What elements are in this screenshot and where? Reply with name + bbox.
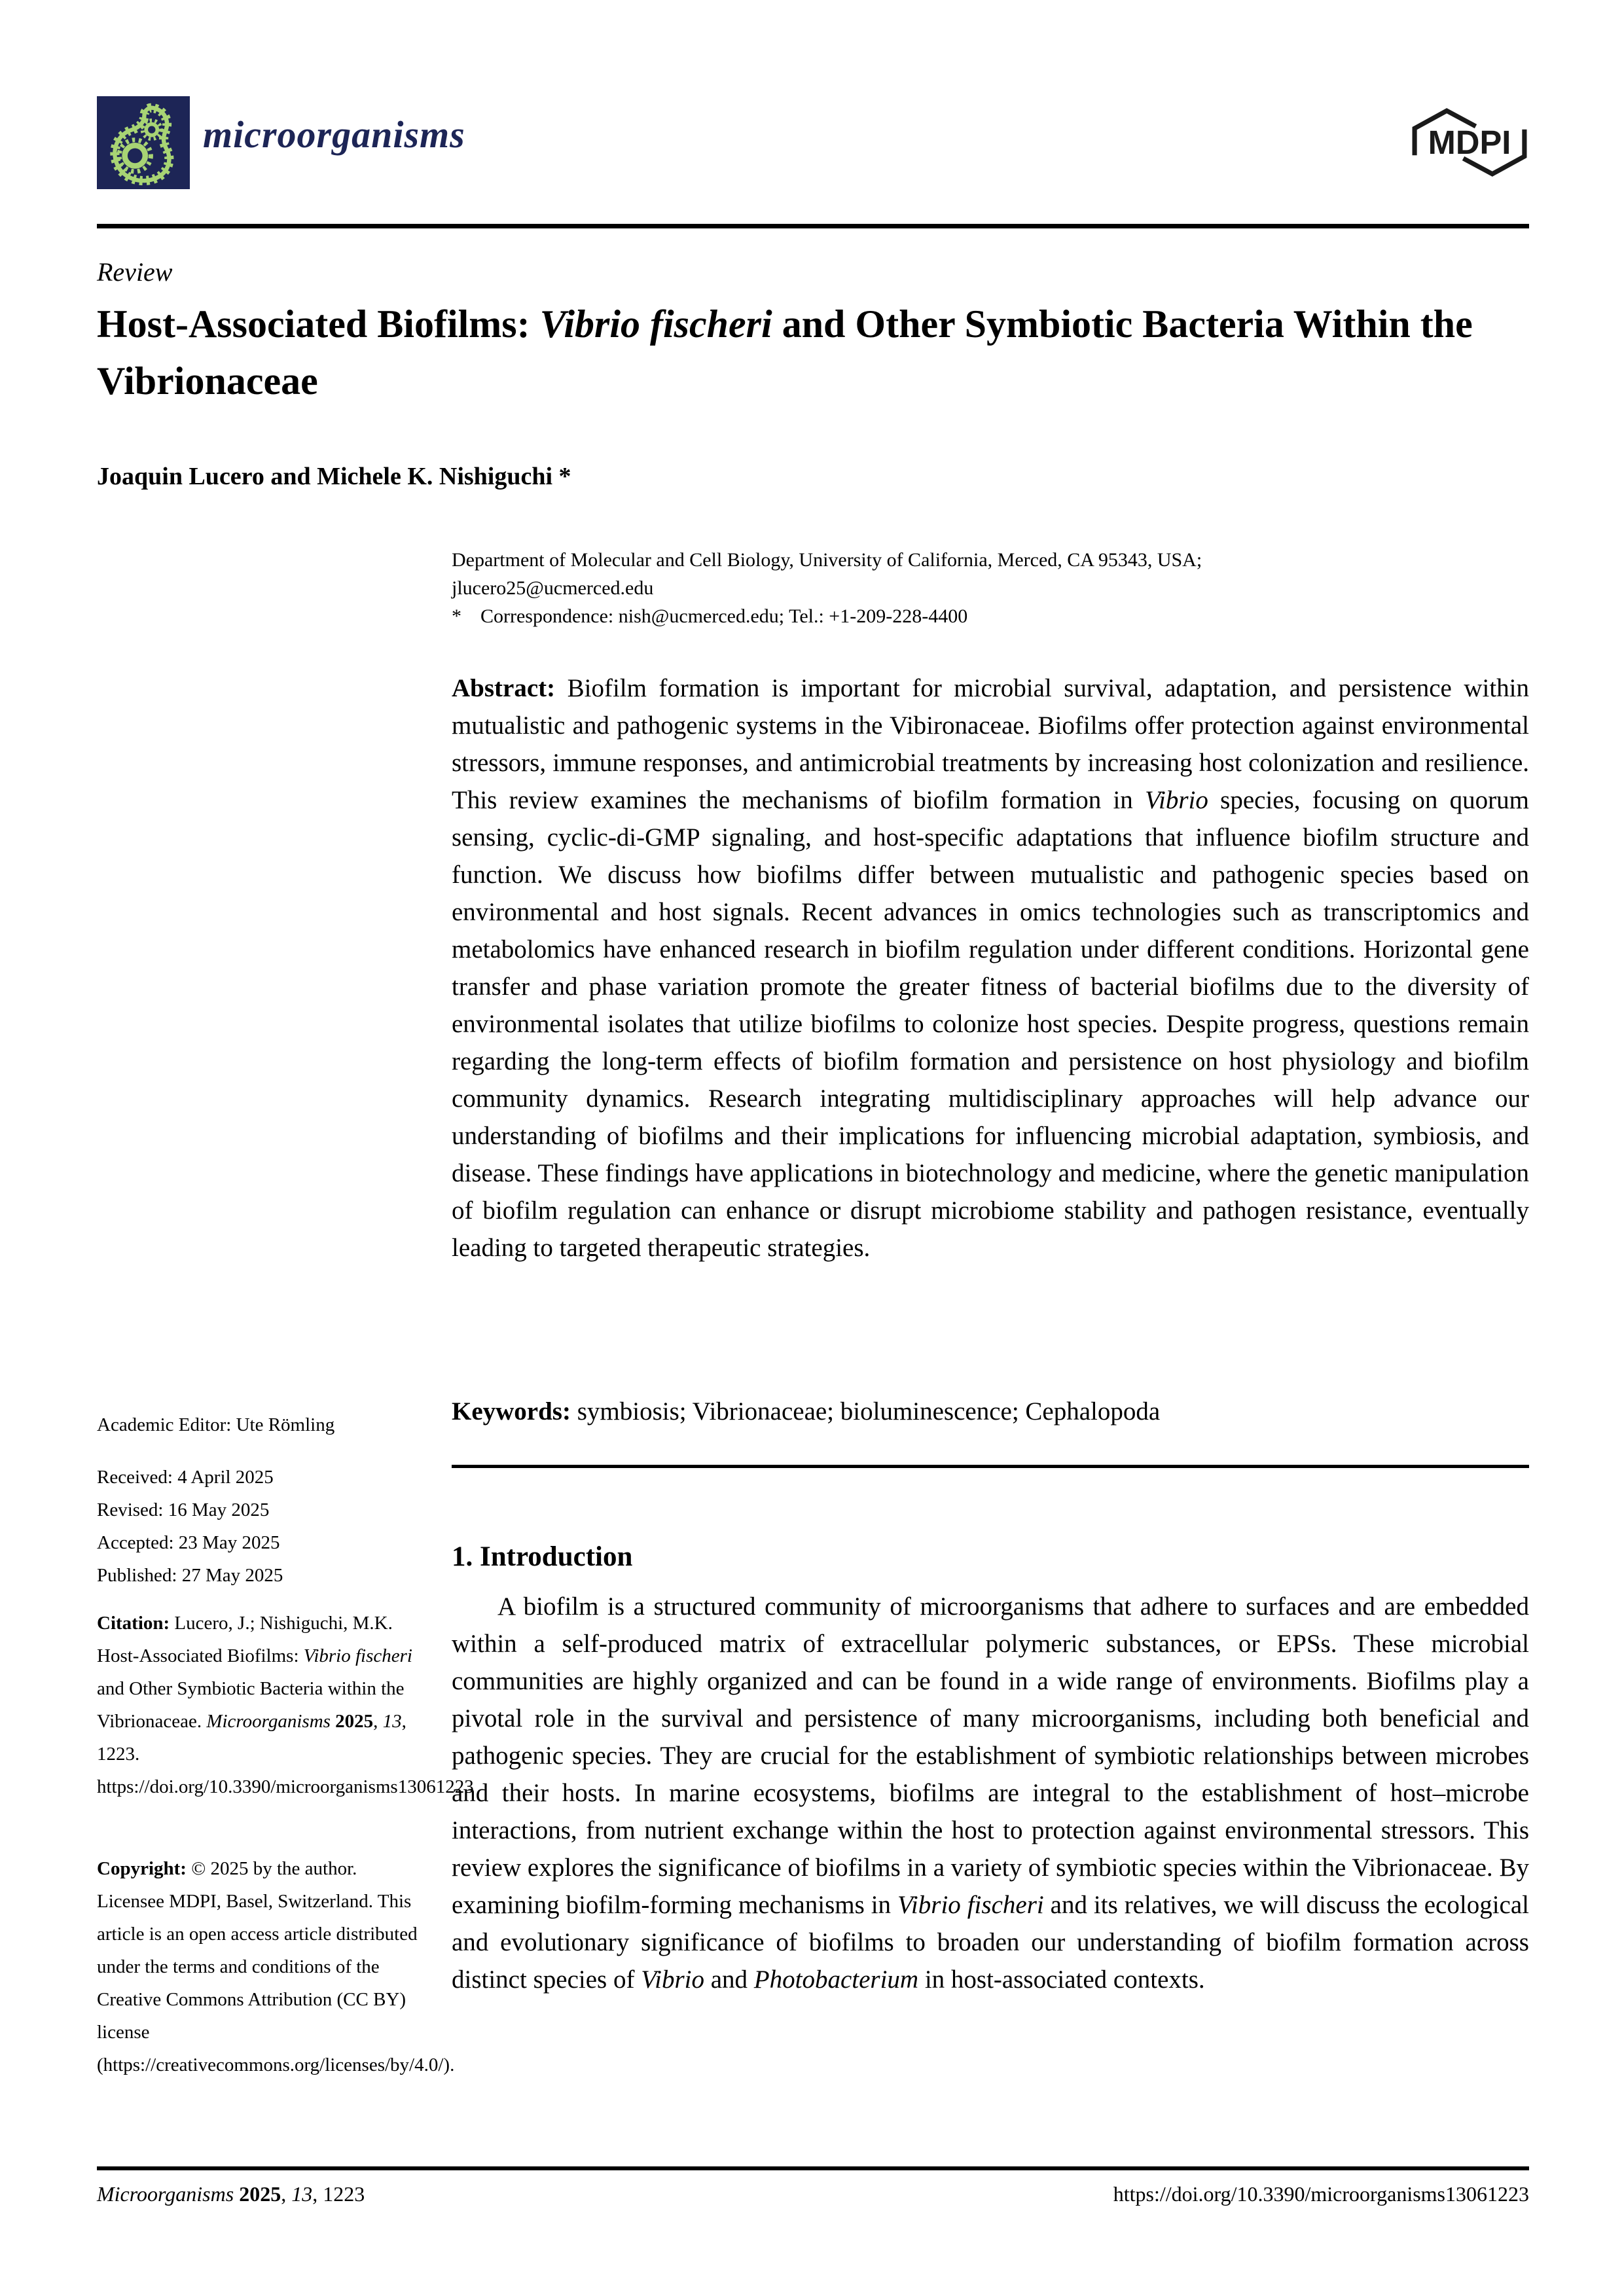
citation-block: Citation: Lucero, J.; Nishiguchi, M.K. Host-Associated Biofilms: Vibrio fischeri and Other Symbiotic Bacteria within the Vibrionaceae. Microorganisms 2025, 13, 1223. https://doi.org/10.3390/microorganisms13061223: [97, 1613, 474, 1797]
abstract-paragraph: Abstract: Biofilm formation is important for microbial survival, adaptation, and persistence within mutualistic and pathogenic systems in the Vibironaceae. Biofilms offer protection against environmental stressors, immune responses, and antimicrobial treatments by increasing host colonization and resilience. This review examines the mechanisms of biofilm formation in Vibrio species, focusing on quorum sensing, cyclic-di-GMP signaling, and host-specific adaptations that influence biofilm structure and function. We discuss how biofilms differ between mutualistic and pathogenic species based on environmental and host signals. Recent advances in omics technologies such as transcriptomics and metabolomics have enhanced research in biofilm regulation under different conditions. Horizontal gene transfer and phase variation promote the greater fitness of bacterial biofilms due to the diversity of environmental isolates that utilize biofilms to colonize host species. Despite progress, questions remain regarding the long-term effects of biofilm formation and persistence on host physiology and biofilm community dynamics. Research integrating multidisciplinary approaches will help advance our understanding of biofilms and their implications for influencing microbial adaptation, symbiosis, and disease. These findings have applications in biotechnology and medicine, where the genetic manipulation of biofilm regulation can enhance or disrupt microbiome stability and pathogen resistance, eventually leading to targeted therapeutic strategies.: [452, 674, 1529, 1262]
footer-journal-reference: Microorganisms 2025, 13, 1223: [97, 2182, 365, 2206]
mdpi-logo-icon: [1407, 103, 1532, 181]
section-heading-introduction: 1. Introduction: [452, 1541, 633, 1572]
keywords-divider: [452, 1465, 1529, 1468]
history-dates-block: [97, 1461, 424, 1592]
article-type-label: Review: [97, 257, 173, 287]
copyright-block: Copyright: © 2025 by the author. Licensee MDPI, Basel, Switzerland. This article is an open access article distributed under the terms and conditions of the Creative Commons Attribution (CC BY) license (https://creativecommons.org/licenses/by/4.0/).: [97, 1858, 455, 2075]
received-date: Received: 4 April 2025: [97, 1467, 274, 1488]
footer-doi-link[interactable]: https://doi.org/10.3390/microorganisms13061223: [1113, 2182, 1529, 2206]
page-title: Host-Associated Biofilms: Vibrio fischeri and Other Symbiotic Bacteria Within the Vibrionaceae: [97, 302, 1473, 403]
published-date: Published: 27 May 2025: [97, 1565, 283, 1586]
mdpi-logo-text: MDPI: [1428, 123, 1511, 161]
journal-logo-icon: [97, 96, 190, 189]
affiliation-email-link[interactable]: jlucero25@ucmerced.edu: [452, 577, 654, 599]
journal-name: microorganisms: [203, 113, 465, 156]
introduction-paragraph: A biofilm is a structured community of microorganisms that adhere to surfaces and are embedded within a self-produced matrix of extracellular polymeric substances, or EPSs. These microbial communities are highly organized and can be found in a wide range of environments. Biofilms play a pivotal role in the survival and persistence of many microorganisms, including both beneficial and pathogenic species. They are crucial for the establishment of symbiotic relationships between microbes and their hosts. In marine ecosystems, biofilms are integral to the establishment of host–microbe interactions, from nutrient exchange within the host to protection against environmental stressors. This review explores the significance of biofilms in a variety of symbiotic species within the Vibrionaceae. By examining biofilm-forming mechanisms in Vibrio fischeri and its relatives, we will discuss the ecological and evolutionary significance of biofilms to broaden our understanding of biofilm formation across distinct species of Vibrio and Photobacterium in host-associated contexts.: [452, 1592, 1529, 1994]
accepted-date: Accepted: 23 May 2025: [97, 1532, 280, 1553]
affiliation-line: Department of Molecular and Cell Biology, University of California, Merced, CA 95343, USA;: [452, 549, 1202, 571]
affiliation-block: [452, 546, 1529, 630]
correspondence-text[interactable]: Correspondence: nish@ucmerced.edu; Tel.: +1-209-228-4400: [480, 605, 968, 627]
correspondence-line: [452, 602, 1529, 630]
keywords-line: Keywords: symbiosis; Vibrionaceae; bioluminescence; Cephalopoda: [452, 1397, 1161, 1426]
academic-editor-line: Academic Editor: Ute Römling: [97, 1414, 335, 1435]
authors-line: Joaquin Lucero and Michele K. Nishiguchi *: [97, 463, 571, 490]
header-rule: [97, 224, 1529, 228]
revised-date: Revised: 16 May 2025: [97, 1499, 270, 1520]
footer-rule: [97, 2166, 1529, 2170]
correspondence-marker: *: [452, 605, 461, 627]
